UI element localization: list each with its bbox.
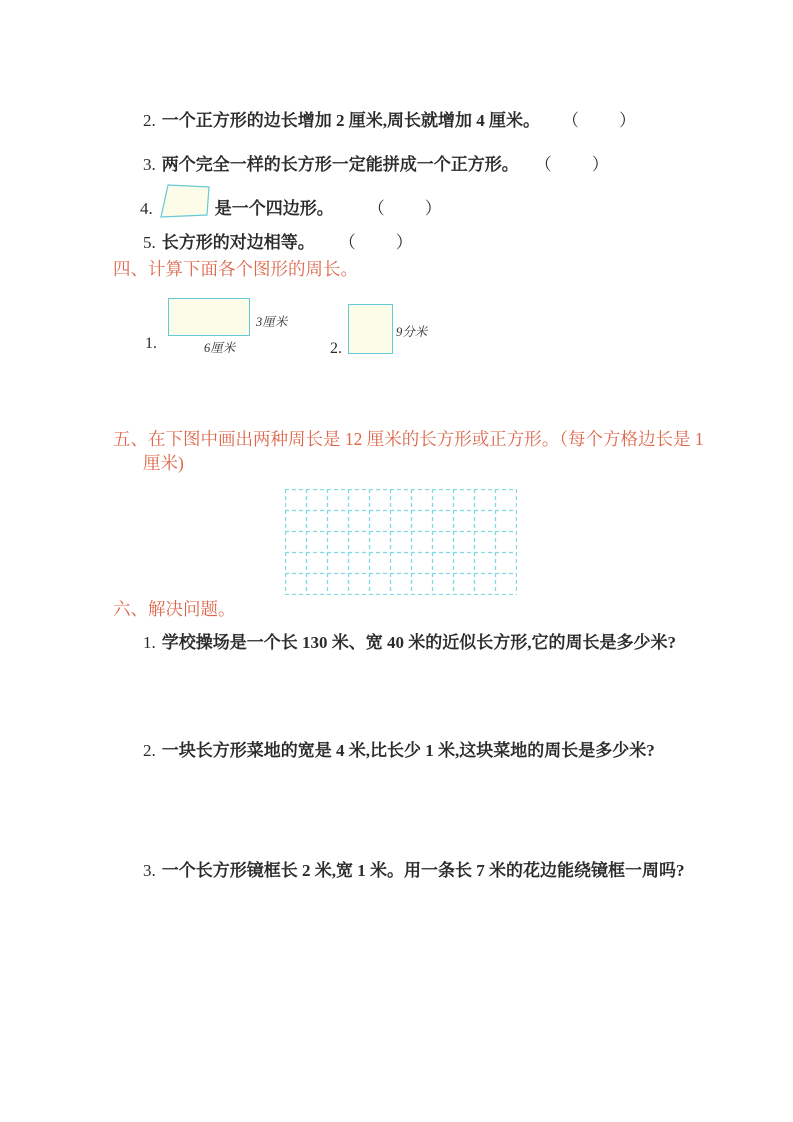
rectangle-1-height-label: 3厘米 [256,315,288,329]
section4-title: 四、计算下面各个图形的周长。 [113,259,358,279]
judge-item-4-text: 是一个四边形。 [214,199,334,218]
square-figure-2 [348,304,393,354]
problem-3 [143,856,685,881]
judge-item-2 [143,106,638,131]
judge-item-4-number: 4. [140,199,153,218]
figure-2-number: 2. [330,340,342,357]
judge-item-3-answer-blank[interactable]: （ ） [534,155,611,174]
judge-item-5-number: 5. [143,233,156,252]
rectangle-1-width-label: 6厘米 [204,341,236,355]
judge-item-3-text: 两个完全一样的长方形一定能拼成一个正方形。 [161,155,519,174]
judge-item-5-text: 长方形的对边相等。 [161,233,315,252]
square-2-side-label: 9分米 [396,325,428,339]
judge-item-2-answer-blank[interactable]: （ ） [562,111,638,130]
judge-item-3 [143,150,611,175]
grid-lines [285,489,517,595]
problem-2-text: 一块长方形菜地的宽是 4 米,比长少 1 米,这块菜地的周长是多少米? [161,741,655,760]
problem-1-number: 1. [143,633,156,652]
judge-item-2-text: 一个正方形的边长增加 2 厘米,周长就增加 4 厘米。 [161,111,540,130]
rectangle-figure-1 [168,298,250,336]
judge-item-3-number: 3. [143,155,156,174]
problem-1-text: 学校操场是一个长 130 米、宽 40 米的近似长方形,它的周长是多少米? [161,633,676,652]
judge-item-2-number: 2. [143,111,156,130]
problem-1 [143,628,676,653]
figure-1-number: 1. [145,335,157,352]
judge-item-4-answer-blank[interactable]: （ ） [367,199,444,218]
quadrilateral-shape [159,184,211,218]
section5-title-line2: 厘米) [143,453,184,473]
problem-2 [143,736,655,761]
quadrilateral-figure [159,184,211,223]
problem-3-text: 一个长方形镜框长 2 米,宽 1 米。用一条长 7 米的花边能绕镜框一周吗? [161,861,685,880]
section6-title: 六、解决问题。 [113,599,236,619]
judge-item-5-answer-blank[interactable]: （ ） [338,233,415,252]
judge-item-5 [143,228,415,253]
problem-2-number: 2. [143,741,156,760]
judge-item-4 [140,180,444,219]
drawing-grid[interactable] [285,489,517,600]
section5-title-line1: 五、在下图中画出两种周长是 12 厘米的长方形或正方形。（每个方格边长是 1 [113,429,704,449]
problem-3-number: 3. [143,861,156,880]
